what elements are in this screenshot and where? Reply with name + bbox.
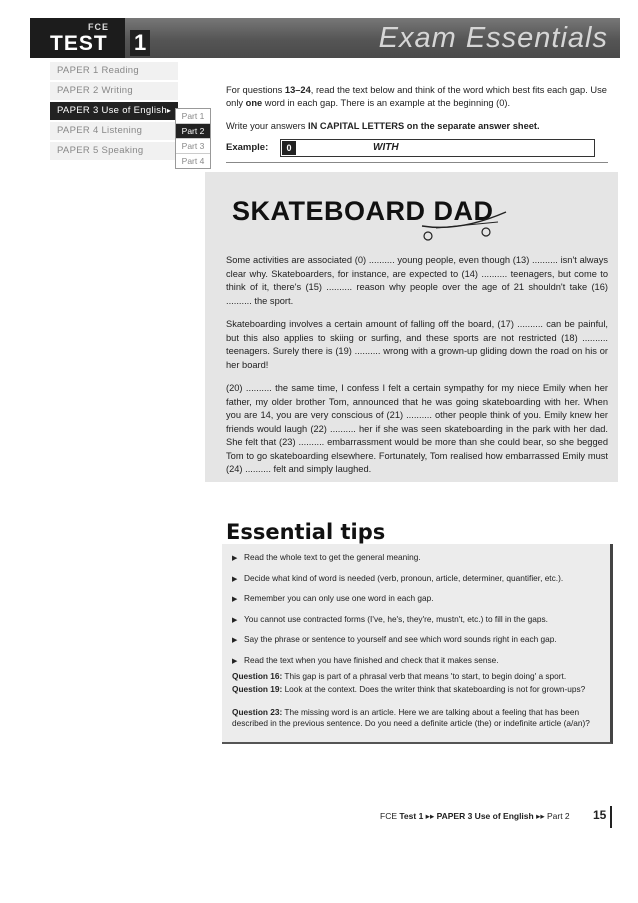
instr-text: For questions	[226, 85, 285, 95]
tip-text: Read the whole text to get the general meaning.	[244, 552, 421, 562]
tip-text: Decide what kind of word is needed (verb, pronoun, article, determiner, quantifier, etc.).	[244, 572, 564, 583]
tips-panel	[222, 544, 613, 744]
footer-part: Part 2	[546, 811, 570, 821]
part-item-3[interactable]: Part 3	[176, 139, 210, 154]
tip-text: Remember you can only use one word in each gap.	[244, 593, 434, 604]
double-arrow-icon: ▸▸	[533, 811, 547, 821]
menu-item-paper3[interactable]	[50, 102, 178, 120]
bullet-icon: ▶	[232, 616, 238, 624]
instr-text: Write your answers	[226, 121, 308, 131]
test-number: 1	[130, 30, 150, 56]
question-label: Question 19:	[232, 684, 283, 694]
instr-text: word in each gap. There is an example at the beginning (0).	[262, 98, 511, 108]
series-title: Exam Essentials	[378, 22, 608, 54]
header-banner	[30, 18, 620, 58]
instruction-1	[226, 84, 616, 110]
example-label: Example:	[226, 142, 269, 153]
part-item-4[interactable]: Part 4	[181, 156, 205, 166]
tip-item	[232, 634, 602, 646]
question-19-tip	[232, 684, 604, 695]
passage-text	[226, 254, 608, 487]
example-number: 0	[282, 141, 296, 155]
skateboard-icon	[420, 210, 510, 244]
tip-text: Say the phrase or sentence to yourself and see which word sounds right in each gap.	[244, 634, 557, 645]
tip-item	[232, 552, 602, 564]
passage-paragraph-1: Some activities are associated (0) .......... young people, even though (13) .......... isn't always clear why. Skateboarders, for instance, are expected to (14) .......... teenagers, but come to think of it, there's (15) .......... reason why people over the age of 21 shouldn't take (16) .......... the sport.	[226, 255, 608, 306]
menu-item-label: PAPER 1 Reading	[57, 65, 139, 76]
question-text: Look at the context. Does the writer think that skateboarding is not for grown-ups?	[282, 684, 586, 694]
instruction-2	[226, 120, 616, 133]
bullet-icon: ▶	[232, 575, 238, 583]
example-answer: WITH	[373, 142, 399, 153]
question-label: Question 16:	[232, 671, 283, 681]
menu-item-paper1[interactable]	[50, 62, 178, 80]
bullet-icon: ▶	[232, 555, 238, 562]
instr-emphasis: IN CAPITAL LETTERS on the separate answer sheet.	[307, 121, 540, 131]
bullet-icon: ▶	[232, 637, 238, 645]
part-item-1[interactable]: Part 1	[176, 109, 210, 124]
passage-title: SKATEBOARD DAD	[232, 196, 494, 226]
passage-paragraph-2: Skateboarding involves a certain amount of falling off the board, (17) .......... can be painful, but this also applies to skiing or surfing, and these sports are not restricted (18) .......... teenagers. Surely there is (19) .......... wrong with a grown-up gliding down the road on his or her board!	[226, 319, 608, 370]
menu-item-label: PAPER 5 Speaking	[57, 145, 144, 156]
tips-title: Essential tips	[226, 520, 386, 544]
tip-item	[232, 573, 602, 585]
page-bar	[610, 806, 612, 828]
bullet-icon: ▶	[232, 657, 238, 665]
double-arrow-icon: ▸▸	[423, 811, 437, 821]
tips-list	[232, 552, 602, 676]
menu-item-label: PAPER 2 Writing	[57, 85, 133, 96]
question-text: The missing word is an article. Here we are talking about a feeling that has been described in the previous sentence. Do you need a definite article (the) or indefinite article (a/an)?	[232, 707, 590, 728]
fce-label: FCE	[88, 22, 109, 32]
question-16-tip	[232, 671, 604, 682]
bullet-icon: ▶	[232, 596, 238, 604]
question-text: This gap is part of a phrasal verb that means 'to start, to begin doing' a sport.	[282, 671, 567, 681]
tip-text: You cannot use contracted forms (I've, he's, they're, mustn't, etc.) to fill in the gaps.	[244, 613, 548, 624]
divider	[226, 162, 608, 163]
paper-menu	[50, 62, 178, 162]
instr-text: , read the text below and think of the word which best fits each gap. Use only	[226, 85, 607, 108]
parts-menu	[175, 108, 211, 169]
tip-text: Read the text when you have finished and check that it makes sense.	[244, 654, 499, 665]
example-box	[280, 139, 595, 157]
question-23-tip	[232, 707, 604, 728]
tip-item	[232, 593, 602, 605]
menu-item-paper2[interactable]	[50, 82, 178, 100]
tip-item	[232, 614, 602, 626]
passage-paragraph-3: (20) .......... the same time, I confess I felt a certain sympathy for my niece Emily when her father, my older brother Tom, announced that he was going skateboarding with her. When you are 14, you are very conscious of (21) .......... other people think of you. Emily knew her friends would laugh (22) .......... her if she was seen skateboarding in the park with her dad. She felt that (23) .......... embarrassment would be more than she could bear, so she begged Tom to go skateboarding elsewhere. Fortunately, Tom realised how embarrassed Emily must (24) .......... felt and simply laughed.	[226, 383, 608, 474]
menu-item-label: PAPER 4 Listening	[57, 125, 143, 136]
menu-item-paper4[interactable]	[50, 122, 178, 140]
instr-range: 13–24	[284, 85, 311, 95]
test-label: TEST	[50, 32, 108, 55]
page-footer	[380, 811, 570, 822]
arrow-right-icon: ▸	[166, 106, 172, 115]
page-number: 15	[593, 808, 607, 822]
footer-fce: FCE	[380, 811, 400, 821]
menu-item-paper5[interactable]	[50, 142, 178, 160]
footer-test: Test 1	[399, 811, 424, 821]
tip-item	[232, 655, 602, 667]
instr-emphasis: one	[245, 98, 263, 108]
instructions	[226, 84, 616, 143]
footer-paper: PAPER 3 Use of English	[436, 811, 534, 821]
menu-item-label: PAPER 3 Use of English	[57, 105, 167, 116]
part-item-2[interactable]: Part 2	[176, 124, 210, 139]
question-label: Question 23:	[232, 707, 283, 717]
